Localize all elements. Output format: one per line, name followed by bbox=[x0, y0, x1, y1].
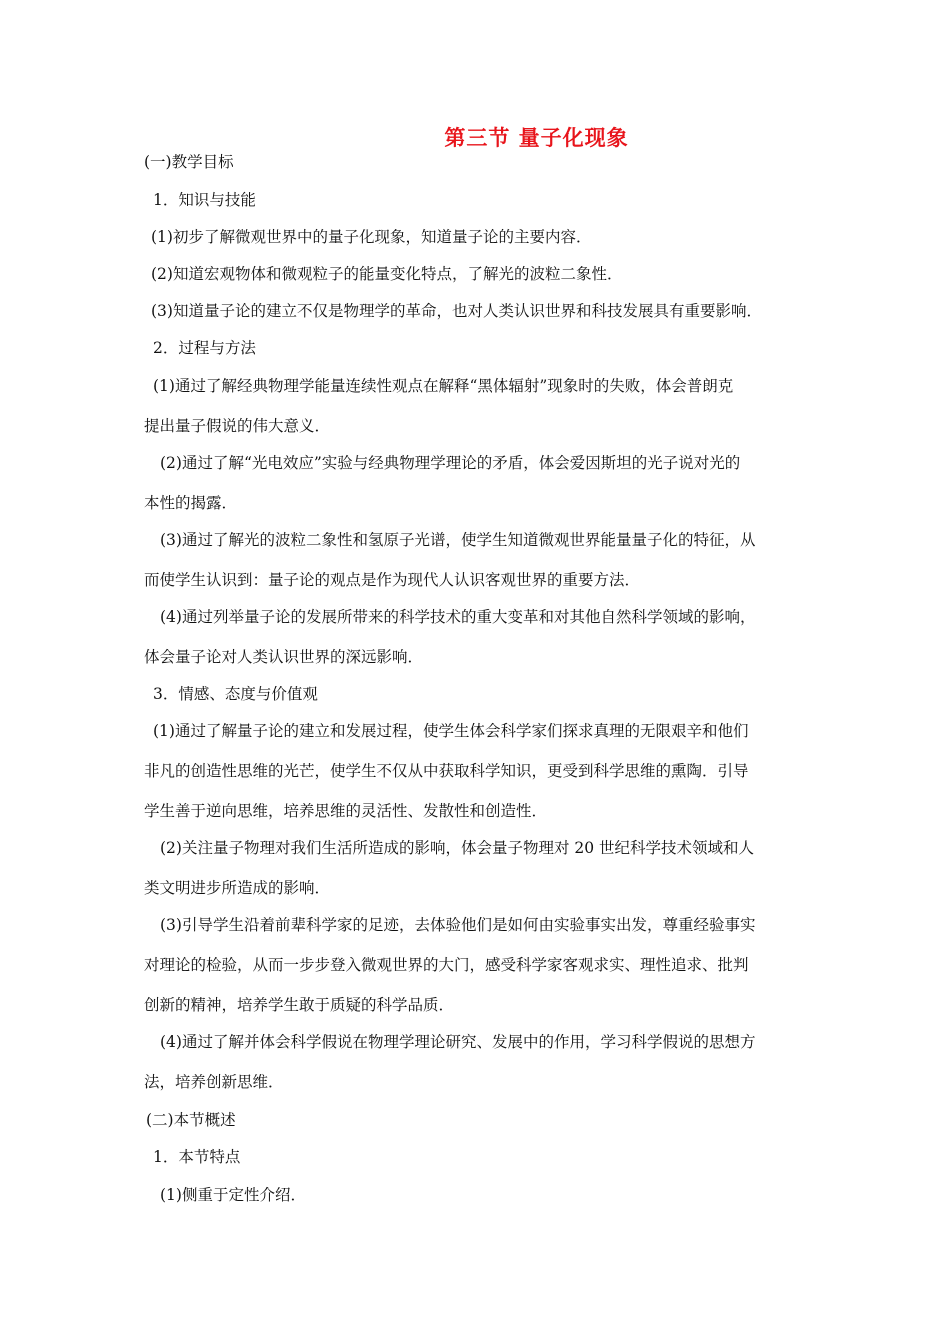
paragraph-line: (2)关注量子物理对我们生活所造成的影响，体会量子物理对 20 世纪科学技术领域和人 bbox=[160, 839, 755, 857]
paragraph-line: 体会量子论对人类认识世界的深远影响． bbox=[144, 648, 424, 666]
paragraph-line: 法，培养创新思维． bbox=[144, 1073, 284, 1091]
subsection-heading: 3．情感、态度与价值观 bbox=[153, 685, 318, 703]
subsection-heading: 2．过程与方法 bbox=[153, 339, 256, 357]
paragraph-line: (1)初步了解微观世界中的量子化现象，知道量子论的主要内容． bbox=[151, 228, 592, 246]
paragraph-line: 对理论的检验，从而一步步登入微观世界的大门，感受科学家客观求实、理性追求、批判 bbox=[144, 956, 749, 974]
paragraph-line: (1)侧重于定性介绍． bbox=[160, 1186, 306, 1204]
paragraph-line: (4)通过了解并体会科学假说在物理学理论研究、发展中的作用，学习科学假说的思想方 bbox=[160, 1033, 756, 1051]
paragraph-line: (1)通过了解经典物理学能量连续性观点在解释“黑体辐射”现象时的失败，体会普朗克 bbox=[153, 377, 734, 395]
subsection-heading: 1．知识与技能 bbox=[153, 191, 256, 209]
paragraph-line: 提出量子假说的伟大意义． bbox=[144, 417, 331, 435]
page-title: 第三节 量子化现象 bbox=[444, 126, 629, 150]
paragraph-line: (1)通过了解量子论的建立和发展过程，使学生体会科学家们探求真理的无限艰辛和他们 bbox=[153, 722, 749, 740]
paragraph-line: (4)通过列举量子论的发展所带来的科学技术的重大变革和对其他自然科学领域的影响， bbox=[160, 608, 756, 626]
paragraph-line: (3)通过了解光的波粒二象性和氢原子光谱，使学生知道微观世界能量量子化的特征，从 bbox=[160, 531, 756, 549]
paragraph-line: 类文明进步所造成的影响． bbox=[144, 879, 331, 897]
paragraph-line: 本性的揭露． bbox=[144, 494, 238, 512]
paragraph-line: 而使学生认识到：量子论的观点是作为现代人认识客观世界的重要方法． bbox=[144, 571, 641, 589]
paragraph-line: 非凡的创造性思维的光芒，使学生不仅从中获取科学知识，更受到科学思维的熏陶．引导 bbox=[144, 762, 749, 780]
paragraph-line: (2)知道宏观物体和微观粒子的能量变化特点，了解光的波粒二象性． bbox=[151, 265, 623, 283]
paragraph-line: (2)通过了解“光电效应”实验与经典物理学理论的矛盾，体会爱因斯坦的光子说对光的 bbox=[160, 454, 741, 472]
paragraph-line: 学生善于逆向思维，培养思维的灵活性、发散性和创造性． bbox=[144, 802, 548, 820]
subsection-heading: 1．本节特点 bbox=[153, 1148, 241, 1166]
paragraph-line: 创新的精神，培养学生敢于质疑的科学品质． bbox=[144, 996, 455, 1014]
paragraph-line: (3)引导学生沿着前辈科学家的足迹，去体验他们是如何由实验事实出发，尊重经验事实 bbox=[160, 916, 756, 934]
section-heading: (二)本节概述 bbox=[146, 1111, 236, 1129]
paragraph-line: (3)知道量子论的建立不仅是物理学的革命，也对人类认识世界和科技发展具有重要影响． bbox=[151, 302, 762, 320]
section-heading: (一)教学目标 bbox=[144, 153, 234, 171]
